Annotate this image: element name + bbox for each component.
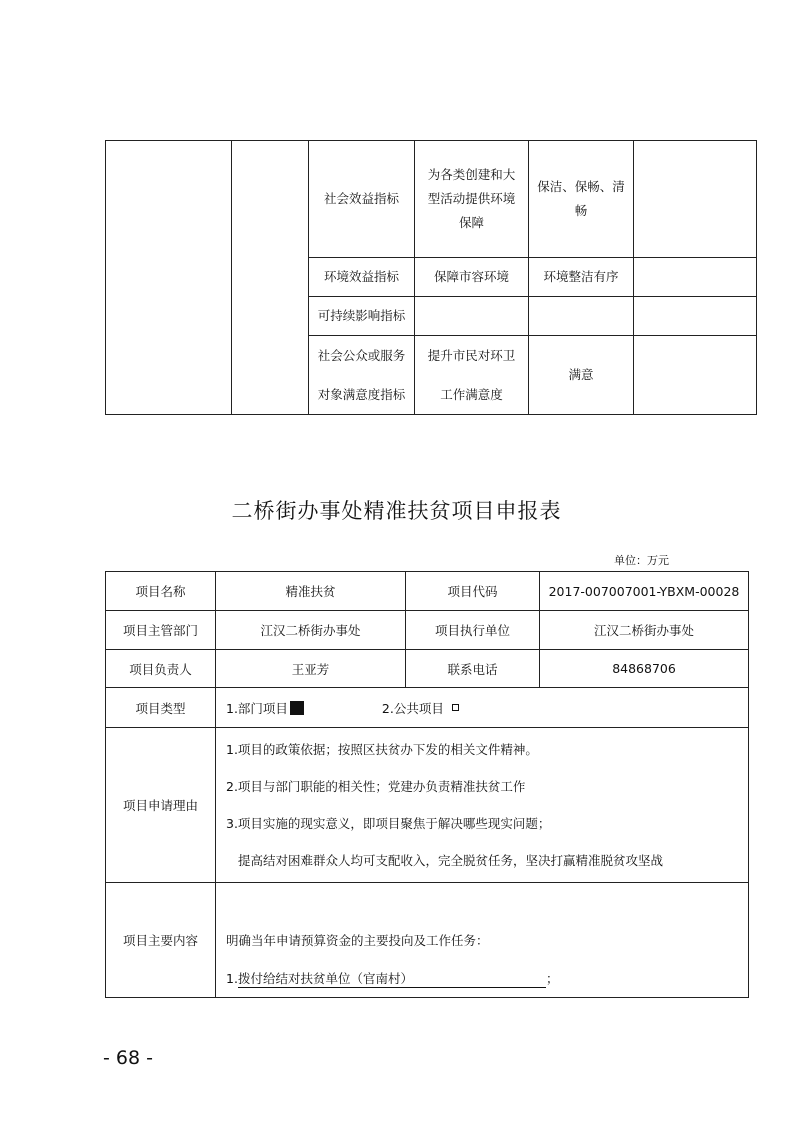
merged-cell-first: [106, 141, 232, 415]
page-title: 二桥街办事处精准扶贫项目申报表: [231, 499, 562, 523]
indicator-table: [105, 140, 757, 415]
phone-value: 84868706: [540, 650, 749, 688]
project-code-label: 项目代码: [406, 572, 540, 611]
reason-line: 3.项目实施的现实意义，即项目聚焦于解决哪些现实问题；: [226, 816, 551, 831]
phone-label: 联系电话: [406, 650, 540, 688]
indicator-target: 满意: [529, 336, 634, 415]
main-content-intro: 明确当年申请预算资金的主要投向及工作任务：: [226, 933, 489, 948]
manager-value: 王亚芳: [216, 650, 406, 688]
unit-label: 单位：万元: [614, 554, 669, 567]
indicator-name: 社会公众或服务 对象满意度指标: [309, 336, 415, 415]
checked-box-icon: [290, 701, 304, 715]
indicator-target: [529, 297, 634, 336]
application-form-table: [105, 571, 749, 998]
executing-unit-value: 江汉二桥街办事处: [540, 611, 749, 650]
page-number: - 68 -: [103, 1047, 153, 1069]
indicator-extra: [634, 336, 757, 415]
indicator-name: 可持续影响指标: [309, 297, 415, 336]
reason-content: [216, 728, 749, 883]
indicator-extra: [634, 141, 757, 258]
project-code-value: 2017-007007001-YBXM-00028: [540, 572, 749, 611]
reason-line: 2.项目与部门职能的相关性；党建办负责精准扶贫工作: [226, 779, 526, 794]
unchecked-box-icon: [452, 704, 459, 711]
indicator-name: 社会效益指标: [309, 141, 415, 258]
indicator-name: 环境效益指标: [309, 258, 415, 297]
project-name-value: 精准扶贫: [216, 572, 406, 611]
reason-label: 项目申请理由: [106, 728, 216, 883]
project-type-options: [216, 688, 749, 728]
option-public-label: 2.公共项目: [381, 700, 444, 716]
reason-line: 提高结对困难群众人均可支配收入，完全脱贫任务，坚决打赢精准脱贫攻坚战: [238, 853, 664, 868]
project-name-label: 项目名称: [106, 572, 216, 611]
merged-cell-second: [232, 141, 309, 415]
main-content-body: [216, 883, 749, 998]
indicator-extra: [634, 258, 757, 297]
option-department-label: 1.部门项目: [226, 700, 288, 716]
main-content-label: 项目主要内容: [106, 883, 216, 998]
main-content-item: 1.拨付给结对扶贫单位（官南村） ；: [226, 971, 559, 986]
fill-in-blank: 拨付给结对扶贫单位（官南村）: [238, 971, 546, 988]
indicator-extra: [634, 297, 757, 336]
department-label: 项目主管部门: [106, 611, 216, 650]
indicator-content: 为各类创建和大 型活动提供环境 保障: [415, 141, 529, 258]
indicator-content: 保障市容环境: [415, 258, 529, 297]
project-type-label: 项目类型: [106, 688, 216, 728]
reason-line: 1.项目的政策依据；按照区扶贫办下发的相关文件精神。: [226, 742, 538, 757]
manager-label: 项目负责人: [106, 650, 216, 688]
indicator-content: [415, 297, 529, 336]
indicator-content: 提升市民对环卫 工作满意度: [415, 336, 529, 415]
indicator-target: 环境整洁有序: [529, 258, 634, 297]
department-value: 江汉二桥街办事处: [216, 611, 406, 650]
indicator-target: 保洁、保畅、清 畅: [529, 141, 634, 258]
executing-unit-label: 项目执行单位: [406, 611, 540, 650]
